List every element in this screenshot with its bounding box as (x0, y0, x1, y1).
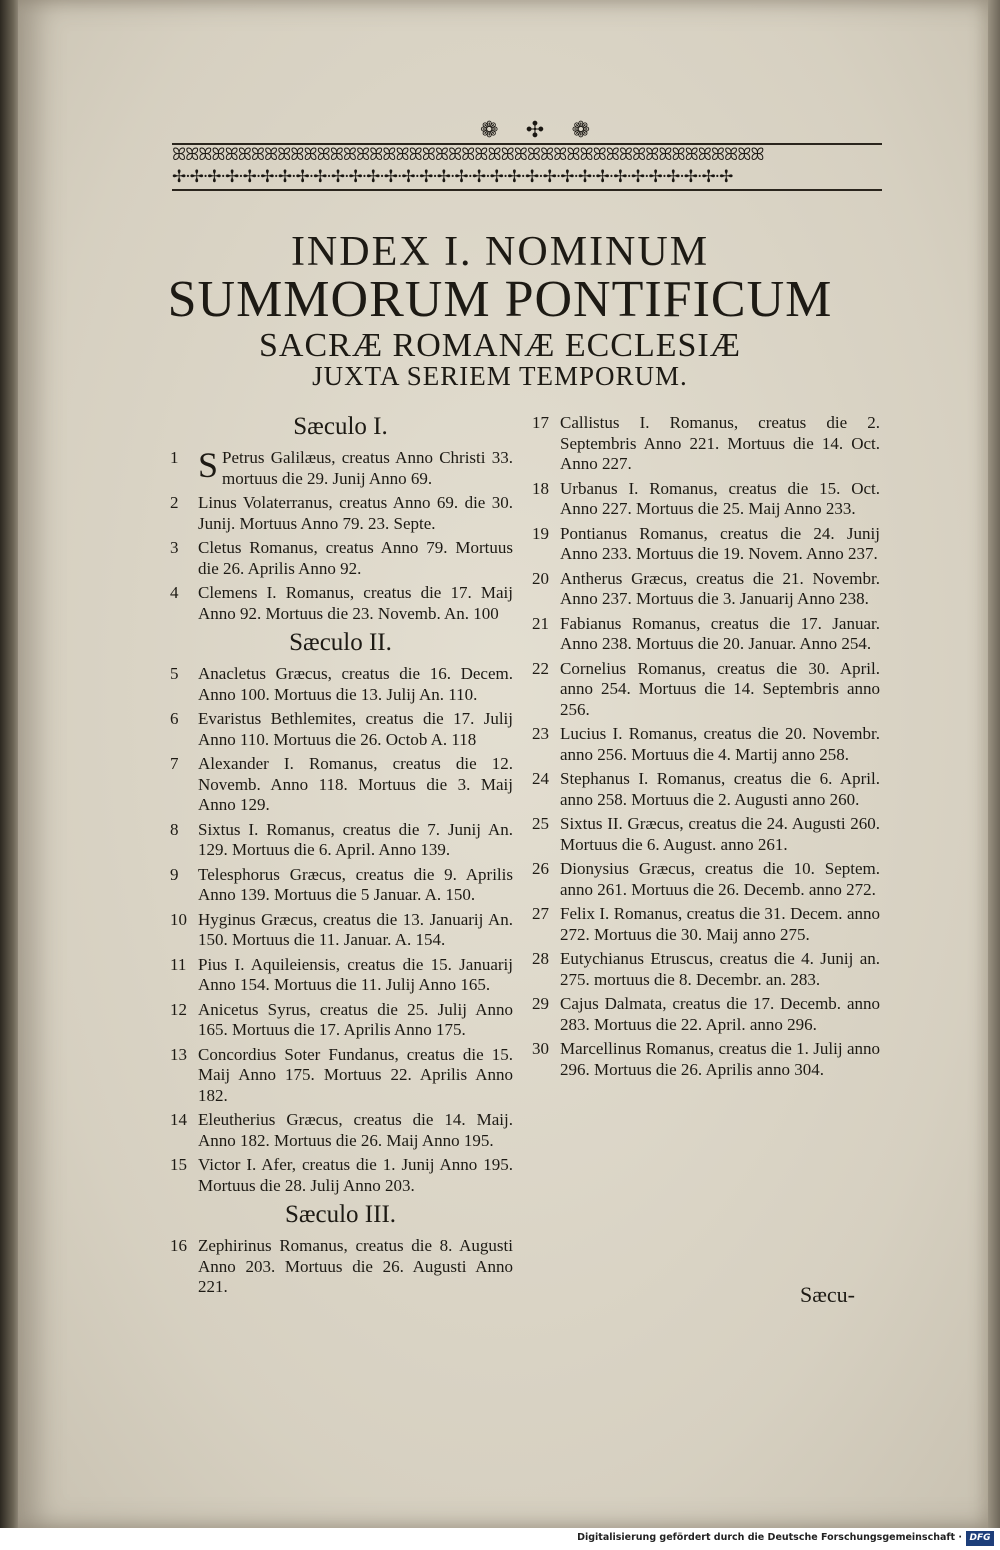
entry-body: Eutychianus Etruscus, creatus die 4. Junij an. 275. mortuus die 8. Decembr. an. 283. (560, 949, 880, 989)
entry-text (198, 1045, 513, 1107)
ornament-band-scroll: ꕤꕤꕤꕤꕤꕤꕤꕤꕤꕤꕤꕤꕤꕤꕤꕤꕤꕤꕤꕤꕤꕤꕤꕤꕤꕤꕤꕤꕤꕤꕤꕤꕤꕤꕤꕤꕤꕤꕤꕤꕤꕤꕤꕤꕤ (172, 145, 764, 165)
pope-entry (168, 955, 513, 996)
pope-entry (530, 569, 880, 610)
entry-text (560, 949, 880, 990)
entry-body: Anicetus Syrus, creatus die 25. Julij Anno 165. Mortuus die 17. Aprilis Anno 175. (198, 999, 513, 1039)
pope-entry (168, 754, 513, 816)
dfg-logo: DFG (966, 1531, 994, 1546)
entry-text (560, 524, 880, 565)
entry-text (560, 659, 880, 721)
ornament-band-cross: ✢·✢·✢·✢·✢·✢·✢·✢·✢·✢·✢·✢·✢·✢·✢·✢·✢·✢·✢·✢·✢·✢·✢·✢·✢·✢·✢·✢·✢·✢·✢·✢ (172, 167, 733, 187)
entry-number: 10 (170, 909, 187, 929)
digitization-footer (0, 1528, 1000, 1550)
footer-credit: Digitalisierung gefördert durch die Deutsche Forschungsgemeinschaft · (577, 1532, 962, 1543)
pope-entry (168, 820, 513, 861)
pope-entry (168, 709, 513, 750)
entry-body: Clemens I. Romanus, creatus die 17. Maij Anno 92. Mortuus die 23. Novemb. An. 100 (198, 583, 513, 623)
entry-number: 19 (532, 523, 549, 543)
entry-text (560, 769, 880, 810)
entry-text (198, 445, 513, 489)
entry-number: 14 (170, 1110, 187, 1129)
entry-text (198, 1110, 513, 1151)
entry-body: Victor I. Afer, creatus die 1. Junij Anno 195. Mortuus die 28. Julij Anno 203. (198, 1155, 513, 1195)
title-line-4: JUXTA SERIEM TEMPORUM. (312, 361, 688, 391)
entry-body: Cletus Romanus, creatus Anno 79. Mortuus die 26. Aprilis Anno 92. (198, 538, 513, 578)
entry-text (560, 994, 880, 1035)
entry-body: Lucius I. Romanus, creatus die 20. Novembr. anno 256. Mortuus die 4. Martij anno 258. (560, 724, 880, 764)
entry-number: 23 (532, 724, 549, 743)
entry-text (198, 820, 513, 861)
entry-number: 15 (170, 1155, 187, 1174)
entry-number: 27 (532, 904, 549, 923)
entry-number: 6 (170, 709, 179, 728)
entry-text (198, 1236, 513, 1298)
entry-number: 5 (170, 664, 179, 683)
entry-number: 21 (532, 613, 549, 633)
entry-body: Callistus I. Romanus, creatus die 2. Septembris Anno 221. Mortuus die 14. Oct. Anno 227. (560, 413, 880, 473)
entry-number: 2 (170, 493, 179, 512)
entry-body: Cajus Dalmata, creatus die 17. Decemb. anno 283. Mortuus die 22. April. anno 296. (560, 994, 880, 1034)
entry-body: Fabianus Romanus, creatus die 17. Januar. Anno 238. Mortuus die 20. Januar. Anno 254. (560, 613, 880, 653)
entry-number: 4 (170, 583, 179, 602)
left-column (168, 410, 513, 1302)
entry-body: Zephirinus Romanus, creatus die 8. Augusti Anno 203. Mortuus die 26. Augusti Anno 221. (198, 1236, 513, 1296)
entry-number: 17 (532, 413, 549, 432)
ornament-rule (172, 189, 882, 191)
entry-text (198, 754, 513, 816)
entry-text (560, 413, 880, 475)
pope-entry (530, 949, 880, 990)
pope-entry (168, 538, 513, 579)
entry-text (198, 583, 513, 624)
pope-entry (530, 413, 880, 475)
rosette-icon: ❁ (480, 117, 499, 143)
entry-number: 25 (532, 814, 549, 833)
title-line-2: SUMMORUM PONTIFICUM (167, 271, 833, 328)
rosette-icon: ❁ (571, 117, 590, 143)
pope-entry (530, 904, 880, 945)
entry-text (560, 904, 880, 945)
entry-text (198, 955, 513, 996)
pope-entry (168, 1110, 513, 1151)
entry-number: 28 (532, 949, 549, 968)
entry-text (560, 479, 880, 520)
entry-number: 24 (532, 769, 549, 788)
pope-entry (168, 1000, 513, 1041)
entry-text (198, 910, 513, 951)
entry-body: Stephanus I. Romanus, creatus die 6. April. anno 258. Mortuus die 2. Augusti anno 260. (560, 769, 880, 809)
entry-text (198, 538, 513, 579)
entry-number: 8 (170, 819, 179, 839)
entry-body: Felix I. Romanus, creatus die 31. Decem. anno 272. Mortuus die 30. Maij anno 275. (560, 904, 880, 944)
entry-text (560, 569, 880, 610)
entry-number: 22 (532, 658, 549, 678)
cross-icon: ✣ (525, 117, 545, 143)
entry-body: Pius I. Aquileiensis, creatus die 15. Januarij Anno 154. Mortuus die 11. Julij Anno 165. (198, 954, 513, 994)
entry-body: Concordius Soter Fundanus, creatus die 15. Maij Anno 175. Mortuus 22. Aprilis Anno 182. (198, 1044, 513, 1105)
entry-body: Urbanus I. Romanus, creatus die 15. Oct. Anno 227. Mortuus die 25. Maij Anno 233. (560, 478, 880, 518)
entry-number: 18 (532, 478, 549, 498)
entry-text (560, 859, 880, 900)
pope-entry (530, 524, 880, 565)
entry-body: Alexander I. Romanus, creatus die 12. Novemb. Anno 118. Mortuus die 3. Maij Anno 129. (198, 754, 513, 814)
entry-number: 13 (170, 1044, 187, 1064)
pope-entry (530, 1039, 880, 1080)
entry-number: 7 (170, 754, 179, 773)
entry-body: Anacletus Græcus, creatus die 16. Decem. Anno 100. Mortuus die 13. Julij An. 110. (198, 664, 513, 704)
entry-text (560, 814, 880, 855)
pope-entry (530, 769, 880, 810)
pope-entry (168, 445, 513, 489)
entry-body: Cornelius Romanus, creatus die 30. April. anno 254. Mortuus die 14. Septembris anno 256. (560, 658, 880, 719)
entry-body: Marcellinus Romanus, creatus die 1. Julij anno 296. Mortuus die 26. Aprilis anno 304. (560, 1039, 880, 1079)
entry-number: 30 (532, 1039, 549, 1058)
entry-number: 26 (532, 859, 549, 878)
pope-entry (168, 910, 513, 951)
title-line-1: INDEX I. NOMINUM (290, 229, 710, 275)
pope-entry (530, 479, 880, 520)
century-heading: Sæculo III. (284, 1201, 397, 1228)
entry-text (198, 1155, 513, 1196)
pope-entry (168, 1045, 513, 1107)
pope-entry (530, 724, 880, 765)
entry-text (198, 709, 513, 750)
entry-text (198, 1000, 513, 1041)
entry-body: Hyginus Græcus, creatus die 13. Januarij An. 150. Mortuus die 11. Januar. A. 154. (198, 909, 513, 949)
drop-capital: S (198, 445, 219, 485)
entry-number: 3 (170, 538, 179, 557)
entry-number: 11 (170, 954, 187, 974)
pope-entry (530, 994, 880, 1035)
top-ornament (480, 118, 590, 142)
entry-text (198, 664, 513, 705)
century-heading: Sæculo I. (293, 413, 388, 440)
pope-entry (530, 659, 880, 721)
pope-entry (168, 664, 513, 705)
entry-body: Linus Volaterranus, creatus Anno 69. die 30. Junij. Mortuus Anno 79. 23. Septe. (198, 493, 513, 533)
entry-body: Sixtus II. Græcus, creatus die 24. Augusti 260. Mortuus die 6. August. anno 261. (560, 814, 880, 854)
entry-body: Telesphorus Græcus, creatus die 9. Aprilis Anno 139. Mortuus die 5 Januar. A. 150. (198, 864, 513, 904)
entry-text (560, 724, 880, 765)
pope-entry (168, 493, 513, 534)
entry-text (560, 1039, 880, 1080)
pope-entry (168, 583, 513, 624)
entry-text (198, 493, 513, 534)
title-line-3: SACRÆ ROMANÆ ECCLESIÆ (259, 327, 741, 364)
entry-number: 9 (170, 864, 179, 884)
pope-entry (168, 1155, 513, 1196)
entry-body: Dionysius Græcus, creatus die 10. Septem. anno 261. Mortuus die 26. Decemb. anno 272. (560, 859, 880, 899)
entry-text (198, 865, 513, 906)
entry-number: 16 (170, 1236, 187, 1255)
entry-body: Evaristus Bethlemites, creatus die 17. Julij Anno 110. Mortuus die 26. Octob A. 118 (198, 709, 513, 749)
pope-entry (168, 1236, 513, 1298)
entry-number: 12 (170, 999, 187, 1019)
century-heading: Sæculo II. (289, 629, 392, 656)
entry-body: Antherus Græcus, creatus die 21. Novembr. Anno 237. Mortuus die 3. Januarij Anno 238. (560, 568, 880, 608)
pope-entry (530, 814, 880, 855)
entry-body: Petrus Galilæus, creatus Anno Christi 33. mortuus die 29. Junij Anno 69. (222, 448, 513, 488)
entry-number: 1 (170, 448, 179, 467)
pope-entry (530, 614, 880, 655)
entry-body: Eleutherius Græcus, creatus die 14. Maij. Anno 182. Mortuus die 26. Maij Anno 195. (198, 1110, 513, 1150)
entry-number: 29 (532, 994, 549, 1013)
catchword: Sæcu- (800, 1282, 855, 1307)
pope-entry (530, 859, 880, 900)
entry-body: Pontianus Romanus, creatus die 24. Junij Anno 233. Mortuus die 19. Novem. Anno 237. (560, 523, 880, 563)
pope-entry (168, 865, 513, 906)
entry-number: 20 (532, 568, 549, 588)
entry-body: Sixtus I. Romanus, creatus die 7. Junij An. 129. Mortuus die 6. April. Anno 139. (198, 819, 513, 859)
entry-text (560, 614, 880, 655)
right-column (530, 413, 880, 1084)
